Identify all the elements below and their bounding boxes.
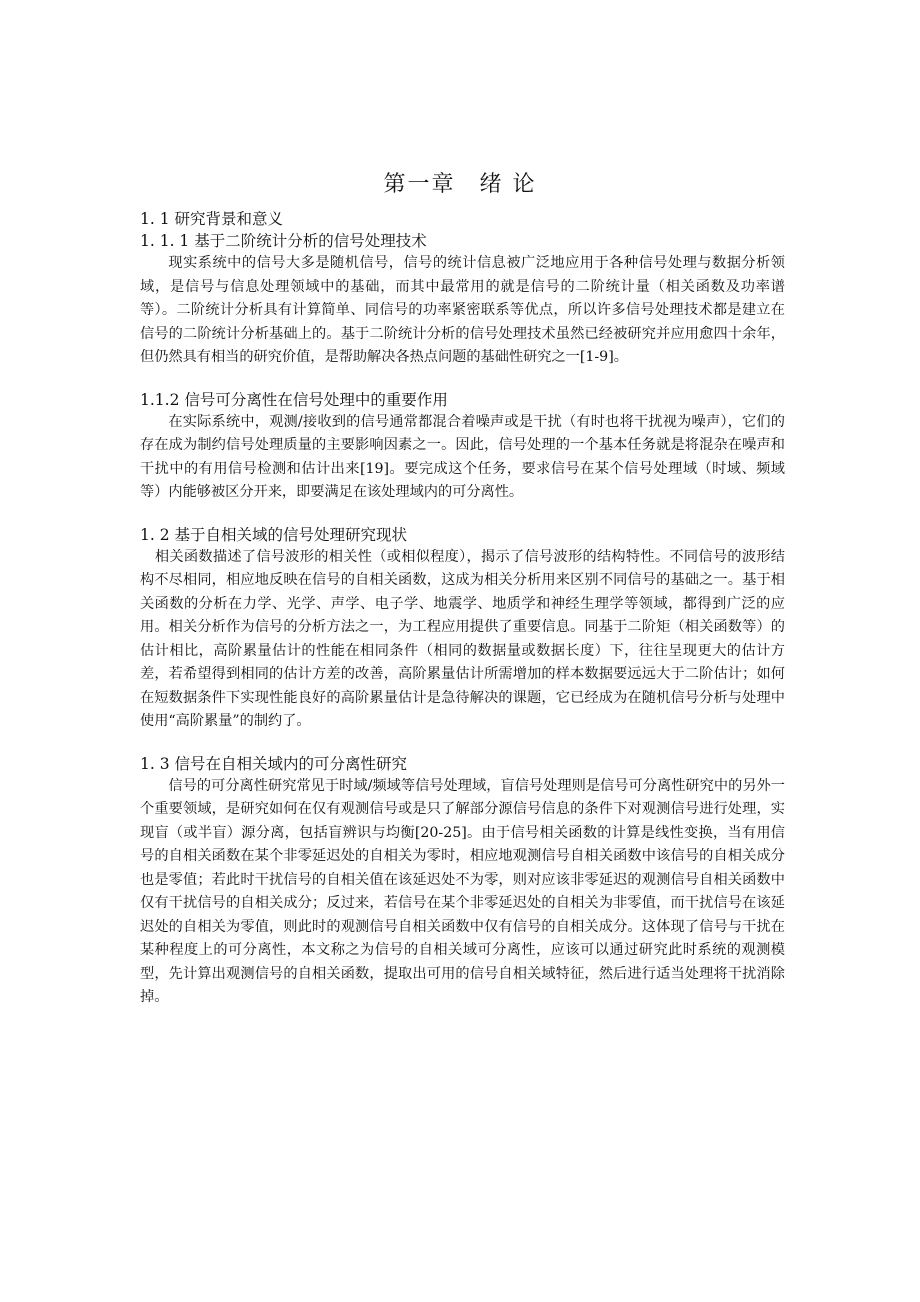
section-gap <box>140 370 785 389</box>
section-gap <box>140 505 785 524</box>
chapter-title: 第一章 绪 论 <box>383 172 537 197</box>
section-heading-1-1-2: 1.1.2 信号可分离性在信号处理中的重要作用 <box>140 390 448 409</box>
section-heading-1-3: 1. 3 信号在自相关域内的可分离性研究 <box>140 754 408 773</box>
section-heading-1-1-1: 1. 1. 1 基于二阶统计分析的信号处理技术 <box>140 232 427 250</box>
paragraph-1-1-1: 现实系统中的信号大多是随机信号，信号的统计信息被广泛地应用于各种信号处理与数据分析领域，是信号与信息处理领域中的基础，而其中最常用的就是信号的二阶统计量（相关函数及功率谱等）。二阶统计分析具有计算简单、同信号的功率紧密联系等优点，所以许多信号处理技术都是建立在信号的二阶统计分析基础上的。基于二阶统计分析的信号处理技术虽然已经被研究并应用愈四十余年，但仍然具有相当的研究价值，是帮助解决各热点问题的基础性研究之一[1-9]。 <box>140 255 785 365</box>
paragraph-1-2: 相关函数描述了信号波形的相关性（或相似程度），揭示了信号波形的结构特性。不同信号的波形结构不尽相同，相应地反映在信号的自相关函数，这成为相关分析用来区别不同信号的基础之一。基于相关函数的分析在力学、光学、声学、电子学、地震学、地质学和神经生理学等领域，都得到广泛的应用。相关分析作为信号的分析方法之一，为工程应用提供了重要信息。同基于二阶矩（相关函数等）的估计相比，高阶累量估计的性能在相同条件（相同的数据量或数据长度）下，往往呈现更大的估计方差，若希望得到相同的估计方差的改善，高阶累量估计所需增加的样本数据要远远大于二阶估计；如何在短数据条件下实现性能良好的高阶累量估计是急待解决的课题，它已经成为在随机信号分析与处理中使用“高阶累量”的制约了。 <box>140 548 785 729</box>
section-gap <box>140 734 785 753</box>
paragraph-1-1-2: 在实际系统中，观测/接收到的信号通常都混合着噪声或是干扰（有时也将干扰视为噪声），它们的存在成为制约信号处理质量的主要影响因素之一。因此，信号处理的一个基本任务就是将混杂在噪声和干扰中的有用信号检测和估计出来[19]。要完成这个任务，要求信号在某个信号处理域（时域、频域等）内能够被区分开来，即要满足在该处理域内的可分离性。 <box>140 413 785 500</box>
body-content <box>140 208 785 1010</box>
section-heading-1-2: 1. 2 基于自相关域的信号处理研究现状 <box>140 525 408 544</box>
paragraph-1-3: 信号的可分离性研究常见于时域/频域等信号处理域，盲信号处理则是信号可分离性研究中的另外一个重要领域，是研究如何在仅有观测信号或是只了解部分源信号信息的条件下对观测信号进行处理，实现盲（或半盲）源分离，包括盲辨识与均衡[20-25]。由于信号相关函数的计算是线性变换，当有用信号的自相关函数在某个非零延迟处的自相关为零时，相应地观测信号自相关函数中该信号的自相关成分也是零值；若此时干扰信号的自相关值在该延迟处不为零，则对应该非零延迟的观测信号自相关函数中仅有干扰信号的自相关成分；反过来，若信号在某个非零延迟处的自相关为非零值，而干扰信号在该延迟处的自相关为零值，则此时的观测信号自相关函数中仅有信号的自相关成分。这体现了信号与干扰在某种程度上的可分离性，本文称之为信号的自相关域可分离性，应该可以通过研究此时系统的观测模型，先计算出观测信号的自相关函数，提取出可用的信号自相关域特征，然后进行适当处理将干扰消除掉。 <box>140 777 785 1005</box>
section-heading-1-1: 1. 1 研究背景和意义 <box>140 210 284 228</box>
